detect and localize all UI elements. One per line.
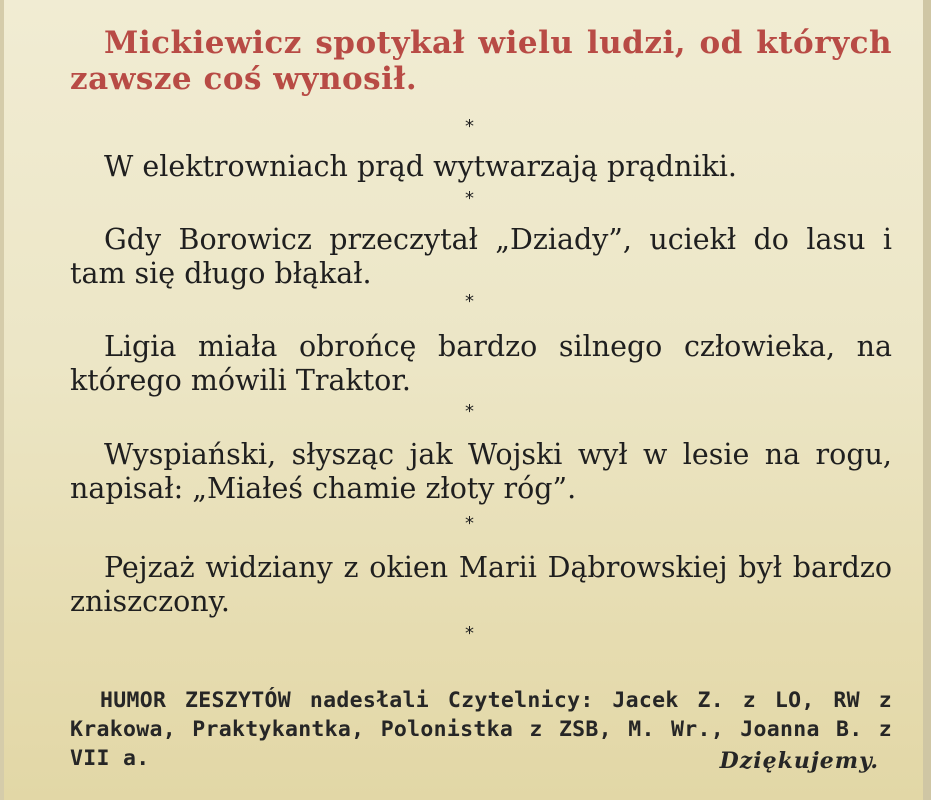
separator-star-icon: * xyxy=(465,188,474,209)
separator-star-icon: * xyxy=(465,116,474,137)
separator-star-icon: * xyxy=(465,513,474,534)
quote-item: Ligia miała obrońcę bardzo silnego człowieka, na którego mówili Traktor. xyxy=(70,330,892,397)
quote-item: Wyspiański, słysząc jak Wojski wył w lesie na rogu, napisał: „Miałeś chamie złoty róg”. xyxy=(70,438,892,505)
quote-item: W elektrowniach prąd wytwarzają prądniki. xyxy=(104,150,737,183)
separator-star-icon: * xyxy=(465,291,474,312)
quote-item: Gdy Borowicz przeczytał „Dziady”, uciekł do lasu i tam się długo błąkał. xyxy=(70,223,892,290)
quote-item: Pejzaż widziany z okien Marii Dąbrowskiej był bardzo zniszczony. xyxy=(70,551,892,618)
credits-text: HUMOR ZESZYTÓW nadesłali Czytelnicy: Jacek Z. z LO, RW z Krakowa, Praktykantka, Polonistka z ZSB, M. Wr., Joanna B. z VII a. xyxy=(70,687,892,771)
thanks-signoff: Dziękujemy. xyxy=(719,748,879,774)
separator-star-icon: * xyxy=(465,401,474,422)
separator-star-icon: * xyxy=(465,623,474,644)
headline-quote: Mickiewicz spotykał wielu ludzi, od których zawsze coś wynosił. xyxy=(70,25,892,97)
